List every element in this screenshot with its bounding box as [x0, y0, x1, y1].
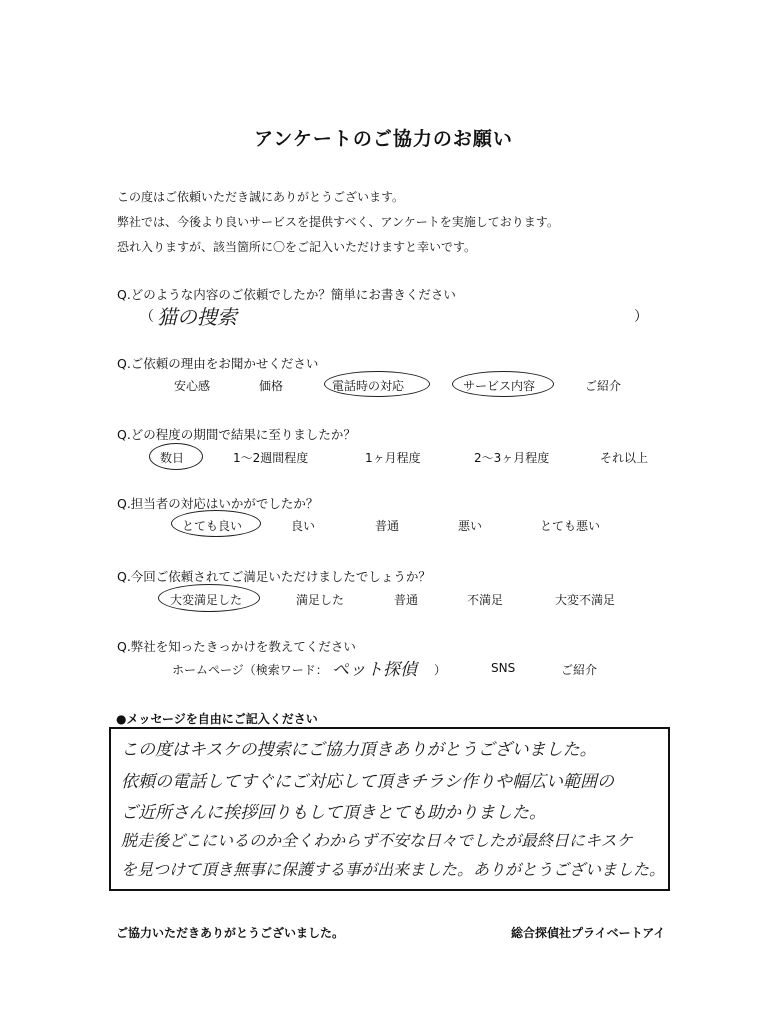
- message-line-1: この度はキスケの捜索にご協力頂きありがとうございました。: [121, 740, 597, 760]
- q4-option-3: 普通: [375, 519, 400, 533]
- q3-option-1: 数日: [160, 451, 185, 465]
- q6-homepage-label: ホームページ（検索ワード：: [172, 663, 328, 677]
- q5-option-2: 満足した: [296, 593, 345, 607]
- q4-option-2: 良い: [291, 519, 316, 533]
- q2-option-5: ご紹介: [585, 379, 622, 393]
- q2-option-1: 安心感: [174, 379, 211, 393]
- footer-company: 総合探偵社プライベートアイ: [511, 926, 666, 940]
- q2-answer-circle-2: [452, 371, 554, 397]
- q5-option-3: 普通: [394, 593, 419, 607]
- message-heading: ●メッセージを自由にご記入ください: [116, 712, 318, 726]
- q4-option-5: とても悪い: [540, 519, 601, 533]
- q2-option-4: サービス内容: [463, 379, 536, 393]
- q6-search-word: ペット探偵: [332, 660, 417, 680]
- intro-line-2: 弊社では、今後より良いサービスを提供すべく、アンケートを実施しております。: [117, 215, 559, 229]
- q4-question: Q.担当者の対応はいかがでしたか？: [117, 496, 319, 511]
- q5-answer-circle: [158, 584, 260, 612]
- message-box: [109, 727, 670, 891]
- q2-option-3: 電話時の対応: [332, 379, 405, 393]
- q3-option-4: 2～3ヶ月程度: [474, 451, 550, 465]
- footer-thanks: ご協力いただきありがとうございました。: [116, 926, 345, 940]
- q1-question: Q.どのような内容のご依頼でしたか？簡単にお書きください: [117, 287, 456, 302]
- q3-question: Q.どの程度の期間で結果に至りましたか？: [117, 427, 356, 442]
- q5-option-1: 大変満足した: [170, 593, 243, 607]
- q6-sns: SNS: [491, 661, 516, 675]
- message-line-5: を見つけて頂き無事に保護する事が出来ました。ありがとうございました。: [121, 860, 666, 879]
- q3-option-5: それ以上: [600, 451, 649, 465]
- message-line-4: 脱走後どこにいるのか全くわからず不安な日々でしたが最終日にキスケ: [121, 831, 633, 850]
- intro-line-1: この度はご依頼いただき誠にありがとうございます。: [117, 190, 405, 204]
- q5-option-4: 不満足: [467, 593, 504, 607]
- q3-option-3: 1ヶ月程度: [365, 451, 421, 465]
- q6-homepage-close: ）: [434, 663, 447, 677]
- q2-option-2: 価格: [259, 379, 284, 393]
- q1-answer: 猫の捜索: [157, 305, 237, 329]
- q4-answer-circle: [171, 510, 261, 537]
- q4-option-4: 悪い: [458, 519, 483, 533]
- message-line-3: ご近所さんに挨拶回りもして頂きとても助かりました。: [121, 803, 546, 823]
- q6-question: Q.弊社を知ったきっかけを教えてください: [117, 639, 356, 654]
- message-line-2: 依頼の電話してすぐにご対応して頂きチラシ作りや幅広い範囲の: [121, 772, 614, 792]
- q2-answer-circle-1: [324, 371, 430, 397]
- q2-question: Q.ご依頼の理由をお聞かせください: [117, 356, 319, 371]
- q1-open-paren: （: [140, 309, 154, 325]
- q3-option-2: 1～2週間程度: [233, 451, 309, 465]
- q1-close-paren: ）: [634, 309, 648, 325]
- q3-answer-circle: [149, 443, 203, 470]
- intro-line-3: 恐れ入りますが、該当箇所に〇をご記入いただけますと幸いです。: [117, 240, 477, 254]
- q4-option-1: とても良い: [182, 519, 243, 533]
- q5-option-5: 大変不満足: [555, 593, 616, 607]
- q6-referral: ご紹介: [561, 663, 598, 677]
- page-title: アンケートのご協力のお願い: [254, 128, 513, 150]
- q5-question: Q.今回ご依頼されてご満足いただけましたでしょうか？: [117, 569, 431, 584]
